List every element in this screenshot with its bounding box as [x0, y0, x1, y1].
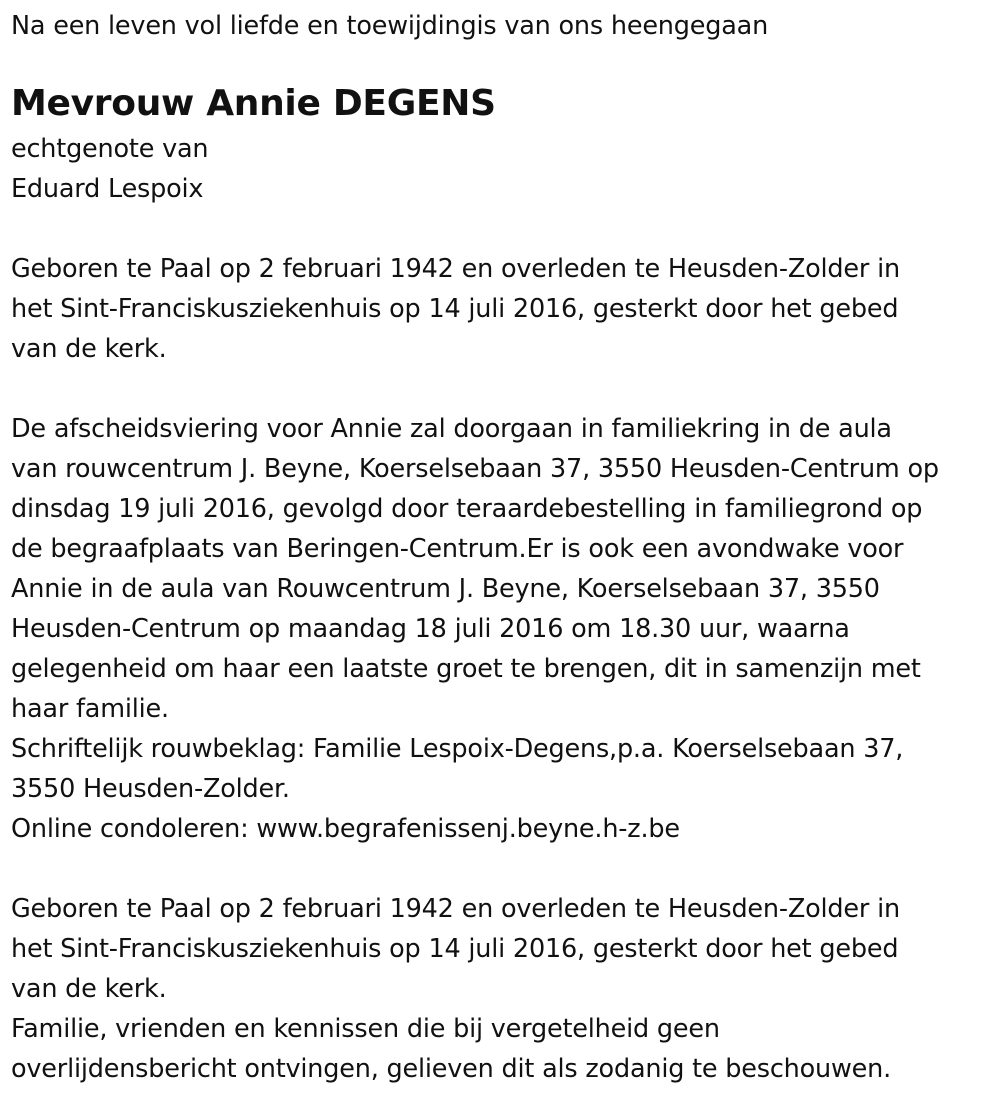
birth-death-paragraph-1 — [11, 249, 990, 369]
online-condolence-link: Online condoleren: www.begrafenissenj.beyne.h-z.be — [11, 814, 680, 844]
spouse-name: Eduard Lespoix — [11, 174, 204, 204]
spouse-section — [11, 129, 990, 209]
ceremony-paragraph — [11, 409, 990, 849]
paragraph-line: van de kerk. — [11, 974, 167, 1004]
paragraph-line: het Sint-Franciskusziekenhuis op 14 juli 2016, gesterkt door het gebed — [11, 294, 899, 324]
paragraph-line: Geboren te Paal op 2 februari 1942 en overleden te Heusden-Zolder in — [11, 254, 900, 284]
paragraph-line: gelegenheid om haar een laatste groet te brengen, dit in samenzijn met — [11, 654, 921, 684]
spacer — [11, 369, 990, 409]
spacer — [11, 209, 990, 249]
birth-death-paragraph-2 — [11, 889, 990, 1089]
paragraph-line: Annie in de aula van Rouwcentrum J. Beyne, Koerselsebaan 37, 3550 — [11, 574, 880, 604]
paragraph-line: haar familie. — [11, 694, 169, 724]
intro-text: Na een leven vol liefde en toewijdingis van ons heengegaan — [11, 11, 769, 41]
paragraph-line: Heusden-Centrum op maandag 18 juli 2016 om 18.30 uur, waarna — [11, 614, 850, 644]
paragraph-line: De afscheidsviering voor Annie zal doorgaan in familiekring in de aula — [11, 414, 892, 444]
condolence-address-city: 3550 Heusden-Zolder. — [11, 774, 290, 804]
paragraph-line: de begraafplaats van Beringen-Centrum.Er is ook een avondwake voor — [11, 534, 904, 564]
condolence-address: Schriftelijk rouwbeklag: Familie Lespoix-Degens,p.a. Koerselsebaan 37, — [11, 734, 904, 764]
paragraph-line: dinsdag 19 juli 2016, gevolgd door teraardebestelling in familiegrond op — [11, 494, 923, 524]
paragraph-line: overlijdensbericht ontvingen, gelieven dit als zodanig te beschouwen. — [11, 1054, 892, 1084]
paragraph-line: het Sint-Franciskusziekenhuis op 14 juli 2016, gesterkt door het gebed — [11, 934, 899, 964]
paragraph-line: Geboren te Paal op 2 februari 1942 en overleden te Heusden-Zolder in — [11, 894, 900, 924]
spouse-label: echtgenote van — [11, 134, 209, 164]
spacer — [11, 849, 990, 889]
paragraph-line: van rouwcentrum J. Beyne, Koerselsebaan 37, 3550 Heusden-Centrum op — [11, 454, 939, 484]
deceased-name: Mevrouw Annie DEGENS — [11, 83, 496, 124]
paragraph-line: van de kerk. — [11, 334, 167, 364]
paragraph-line: Familie, vrienden en kennissen die bij vergetelheid geen — [11, 1014, 720, 1044]
